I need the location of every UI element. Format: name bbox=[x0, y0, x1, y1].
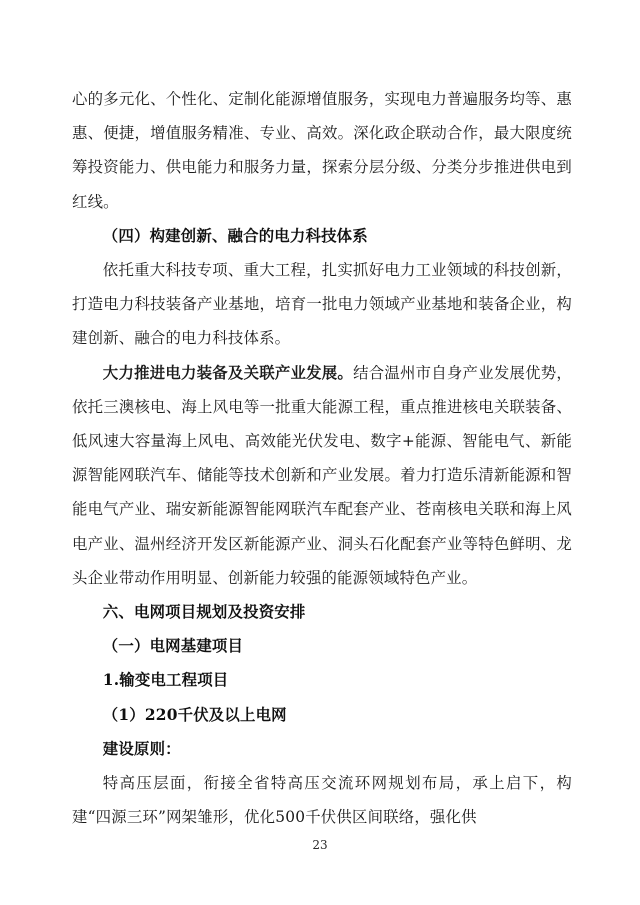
heading-section-six: 六、电网项目规划及投资安排 bbox=[102, 603, 306, 622]
heading-item-1: 1.输变电工程项目 bbox=[102, 671, 229, 690]
heading-subsection-one: （一）电网基建项目 bbox=[102, 637, 244, 656]
heading-construction-principles: 建设原则： bbox=[102, 739, 181, 758]
paragraph-equipment-industry bbox=[72, 356, 572, 595]
page-body bbox=[72, 82, 572, 834]
paragraph-continuation: 心的多元化、个性化、定制化能源增值服务，实现电力普遍服务均等、惠惠、便捷，增值服务精准、专业、高效。深化政企联动合作，最大限度统筹投资能力、供电能力和服务力量，探索分层分级、分类分步推进供电到红线。 bbox=[72, 90, 572, 211]
heading-section-four: （四）构建创新、融合的电力科技体系 bbox=[102, 226, 368, 245]
paragraph-tech-system: 依托重大科技专项、重大工程，扎实抓好电力工业领域的科技创新，打造电力科技装备产业基地，培育一批电力领域产业基地和装备企业，构建创新、融合的电力科技体系。 bbox=[72, 261, 572, 348]
page-number: 23 bbox=[312, 838, 328, 852]
paragraph-lead-bold: 大力推进电力装备及关联产业发展。 bbox=[102, 363, 354, 382]
paragraph-uhv-layer: 特高压层面，衔接全省特高压交流环网规划布局，承上启下，构建“四源三环”网架雏形，优化500千伏供区间联络，强化供 bbox=[72, 774, 572, 827]
paragraph-body-text: 结合温州市自身产业发展优势，依托三澳核电、海上风电等一批重大能源工程，重点推进核电关联装备、低风速大容量海上风电、高效能光伏发电、数字+能源、智能电气、新能源智能网联汽车、储能等技术创新和产业发展。着力打造乐清新能源和智能电气产业、瑞安新能源智能网联汽车配套产业、苍南核电关联和海上风电产业、温州经济开发区新能源产业、洞头石化配套产业等特色鲜明、龙头企业带动作用明显、创新能力较强的能源领域特色产业。 bbox=[72, 363, 572, 587]
heading-item-1-1: （1）220千伏及以上电网 bbox=[102, 705, 287, 724]
